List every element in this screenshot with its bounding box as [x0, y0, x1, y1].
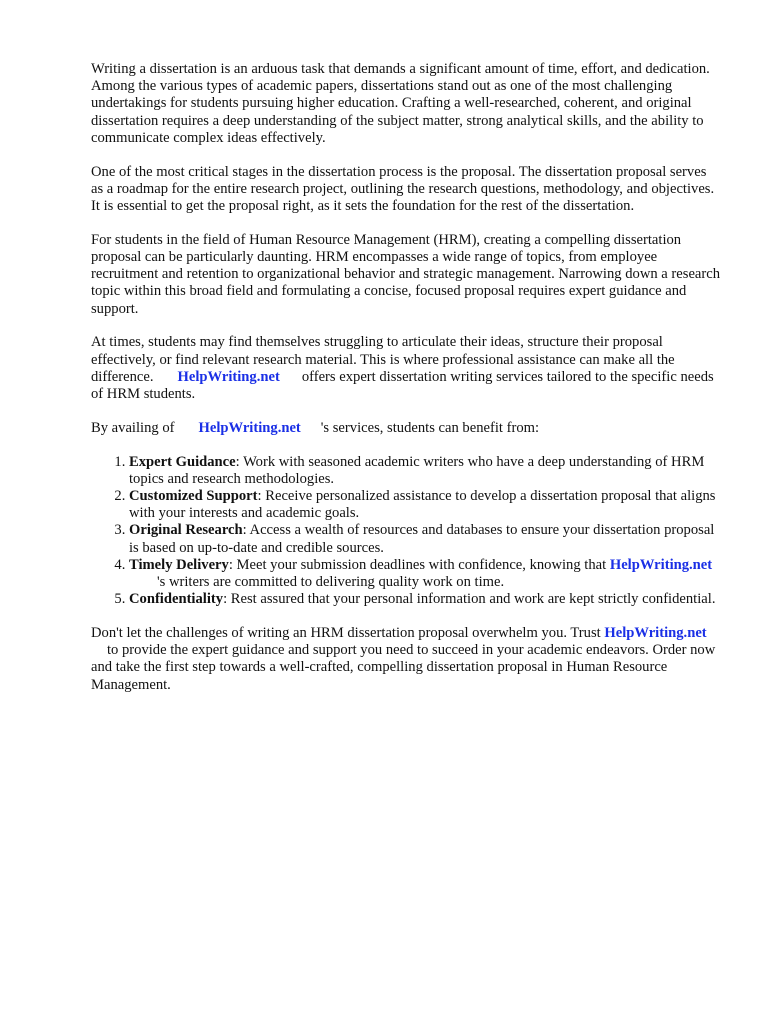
benefit-text: : Work with seasoned academic writers who have a deep understanding of HRM topics and research methodologies. [129, 453, 705, 487]
benefits-list [91, 454, 721, 609]
helpwriting-link[interactable]: HelpWriting.net [604, 625, 707, 642]
paragraph-assistance-text: At times, students may find themselves struggling to articulate their ideas, structure their proposal effectively, or find relevant research material. This is where professional assistance can make all the difference. [91, 334, 675, 385]
paragraph-availing-text: By availing of [91, 419, 175, 436]
list-item [129, 522, 721, 556]
list-item [129, 557, 721, 591]
benefit-title: Confidentiality [129, 591, 224, 608]
document-page [91, 61, 721, 710]
benefit-text-after: 's writers are committed to delivering quality work on time. [157, 574, 505, 591]
paragraph-hrm: For students in the field of Human Resource Management (HRM), creating a compelling dissertation proposal can be particularly daunting. HRM encompasses a wide range of topics, from employee recruitment and retention to organizational behavior and strategic management. Narrowing down a research topic within this broad field and formulating a concise, focused proposal requires expert guidance and support. [91, 231, 721, 317]
helpwriting-link[interactable]: HelpWriting.net [177, 368, 280, 385]
paragraph-proposal: One of the most critical stages in the dissertation process is the proposal. The dissertation proposal serves as a roadmap for the entire research project, outlining the research questions, methodology, and objectives. It is essential to get the proposal right, as it sets the foundation for the rest of the dissertation. [91, 163, 715, 215]
benefit-title: Timely Delivery [129, 556, 229, 573]
benefit-text: : Rest assured that your personal information and work are kept strictly confidential. [223, 591, 716, 608]
benefit-title: Original Research [129, 522, 243, 539]
paragraph-availing [91, 420, 721, 437]
benefit-text: : Receive personalized assistance to develop a dissertation proposal that aligns with your interests and academic goals. [129, 488, 716, 522]
paragraph-intro: Writing a dissertation is an arduous task that demands a significant amount of time, effort, and dedication. Among the various types of academic papers, dissertations stand out as one of the most challenging undertakings for students pursuing higher education. Crafting a well-researched, coherent, and original dissertation requires a deep understanding of the subject matter, strong analytical skills, and the ability to communicate complex ideas effectively. [91, 61, 710, 146]
benefit-text: : Access a wealth of resources and databases to ensure your dissertation proposal is based on up-to-date and credible sources. [129, 522, 715, 556]
helpwriting-link[interactable]: HelpWriting.net [198, 419, 301, 436]
paragraph-availing-text-after: 's services, students can benefit from: [320, 419, 540, 436]
paragraph-assistance-text-after: offers expert dissertation writing services tailored to the specific needs of HRM students. [91, 368, 714, 403]
benefit-text: : Meet your submission deadlines with confidence, knowing that [228, 556, 607, 573]
list-item [129, 454, 721, 488]
helpwriting-link[interactable]: HelpWriting.net [609, 556, 713, 573]
benefit-title: Expert Guidance [129, 453, 236, 470]
paragraph-closing-text-after: to provide the expert guidance and support you need to succeed in your academic endeavors. Order now and take the first step towards a well-crafted, compelling dissertation proposal in Human Resource Management. [91, 642, 716, 693]
list-item [129, 488, 721, 522]
benefit-title: Customized Support [129, 488, 258, 505]
list-item [129, 591, 721, 608]
paragraph-closing-text: Don't let the challenges of writing an HRM dissertation proposal overwhelm you. Trust [91, 625, 601, 642]
paragraph-closing [91, 625, 721, 694]
paragraph-assistance [91, 334, 721, 403]
